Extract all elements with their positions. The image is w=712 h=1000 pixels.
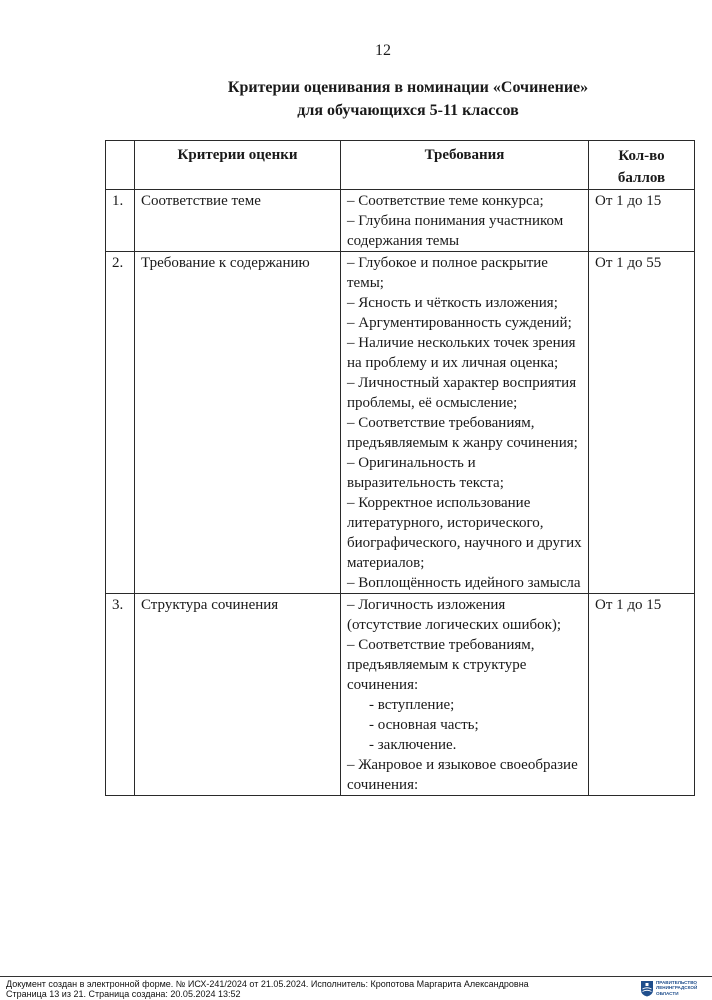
requirement-subitem: - заключение. [369, 737, 457, 753]
page-number: 12 [375, 42, 391, 59]
logo-text-line-2: ЛЕНИНГРАДСКОЙ [656, 985, 698, 991]
header-points [589, 141, 695, 190]
requirements-cell [341, 190, 589, 252]
document-title [0, 76, 712, 122]
criteria-table [105, 140, 695, 796]
requirement-item: – Личностный характер восприятия проблемы, её осмысление; [347, 375, 577, 411]
requirement-item: – Оригинальность и выразительность текста; [347, 455, 504, 491]
requirement-item: – Корректное использование литературного, исторического, биографического, научного и других материалов; [347, 495, 582, 571]
title-line-2: для обучающихся 5-11 классов [297, 102, 519, 119]
requirement-item: – Воплощённость идейного замысла [347, 575, 581, 591]
government-logo [640, 980, 708, 998]
document-footer [6, 979, 529, 999]
points-cell: От 1 до 55 [589, 252, 695, 594]
header-points-line-1: Кол-во [618, 148, 665, 164]
row-number: 3. [106, 594, 135, 796]
table-row [106, 190, 695, 252]
criterion-cell: Структура сочинения [135, 594, 341, 796]
requirement-item: – Логичность изложения (отсутствие логических ошибок); [347, 597, 562, 633]
header-points-line-2: баллов [617, 170, 666, 186]
table-row [106, 594, 695, 796]
requirement-item: – Жанровое и языковое своеобразие сочинения: [347, 757, 578, 793]
table-header-row [106, 141, 695, 190]
header-criterion: Критерии оценки [135, 141, 341, 190]
requirement-item: – Глубина понимания участником содержания темы [347, 213, 564, 249]
footer-line-2: Страница 13 из 21. Страница создана: 20.05.2024 13:52 [6, 989, 241, 999]
requirement-item: – Наличие нескольких точек зрения на проблему и их личная оценка; [347, 335, 576, 371]
table-row [106, 252, 695, 594]
footer-line-1: Документ создан в электронной форме. № ИСХ-241/2024 от 21.05.2024. Исполнитель: Кропотова Маргарита Александровна [6, 979, 529, 989]
requirement-item: – Соответствие требованиям, предъявляемым к структуре сочинения: [347, 637, 535, 693]
points-cell: От 1 до 15 [589, 594, 695, 796]
requirement-item: – Соответствие требованиям, предъявляемым к жанру сочинения; [347, 415, 578, 451]
title-line-1: Критерии оценивания в номинации «Сочинение» [227, 79, 589, 96]
logo-text-line-3: ОБЛАСТИ [656, 990, 679, 996]
criterion-cell: Соответствие теме [135, 190, 341, 252]
coat-of-arms-icon [640, 980, 654, 997]
requirement-item: – Ясность и чёткость изложения; [347, 295, 558, 311]
logo-text [656, 980, 708, 996]
header-num [106, 141, 135, 190]
requirement-item: – Аргументированность суждений; [347, 315, 572, 331]
row-number: 1. [106, 190, 135, 252]
requirement-subitem: - вступление; [369, 697, 455, 713]
criterion-cell: Требование к содержанию [135, 252, 341, 594]
requirements-cell [341, 594, 589, 796]
footer-divider [0, 976, 712, 977]
points-cell: От 1 до 15 [589, 190, 695, 252]
requirements-cell [341, 252, 589, 594]
header-requirements: Требования [341, 141, 589, 190]
requirement-item: – Глубокое и полное раскрытие темы; [347, 255, 548, 291]
requirement-subitem: - основная часть; [369, 717, 479, 733]
logo-text-line-1: ПРАВИТЕЛЬСТВО [656, 980, 697, 985]
row-number: 2. [106, 252, 135, 594]
requirement-item: – Соответствие теме конкурса; [347, 193, 544, 209]
